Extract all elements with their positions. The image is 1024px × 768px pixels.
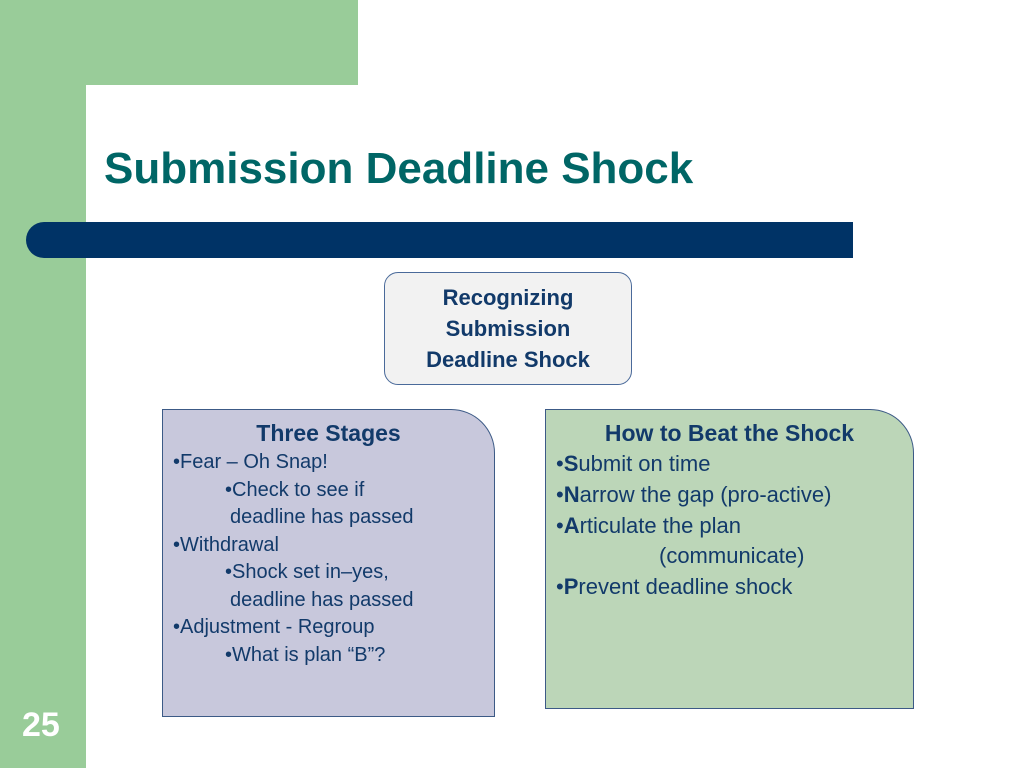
stage-item: •Withdrawal bbox=[173, 533, 279, 556]
beat-the-shock-heading: How to Beat the Shock bbox=[604, 420, 855, 446]
three-stages-box bbox=[162, 409, 495, 717]
snap-list-continuation: (communicate) bbox=[659, 543, 805, 569]
acronym-letter: S bbox=[563, 451, 579, 476]
title-underline-bar bbox=[26, 222, 853, 258]
slide-title: Submission Deadline Shock bbox=[104, 144, 694, 193]
snap-list-item: •Submit on time bbox=[556, 451, 711, 476]
recognizing-box-line: Recognizing bbox=[442, 285, 574, 310]
recognizing-box-line: Submission bbox=[445, 316, 571, 341]
acronym-letter: N bbox=[563, 481, 580, 507]
acronym-letter: P bbox=[563, 574, 579, 600]
snap-list-item: •Articulate the plan bbox=[556, 512, 742, 538]
stage-item: •Fear – Oh Snap! bbox=[173, 451, 328, 473]
recognizing-box-line: Deadline Shock bbox=[426, 347, 590, 372]
stage-subitem-continued: deadline has passed bbox=[230, 506, 414, 528]
stage-subitem: •Shock set in–yes, bbox=[225, 561, 389, 583]
recognizing-box bbox=[384, 272, 632, 385]
beat-the-shock-box bbox=[545, 409, 914, 709]
snap-list-item: •Narrow the gap (pro-active) bbox=[556, 481, 832, 507]
decorative-green-sidebar bbox=[0, 0, 86, 768]
slide-page-number: 25 bbox=[22, 706, 60, 744]
stage-subitem-continued: deadline has passed bbox=[230, 588, 414, 611]
stage-subitem: •What is plan “B”? bbox=[225, 643, 386, 666]
three-stages-heading: Three Stages bbox=[256, 420, 401, 446]
stage-subitem: •Check to see if bbox=[225, 478, 365, 501]
stage-item: •Adjustment - Regroup bbox=[173, 616, 375, 638]
snap-list-item: •Prevent deadline shock bbox=[556, 574, 793, 600]
acronym-letter: A bbox=[563, 512, 580, 538]
